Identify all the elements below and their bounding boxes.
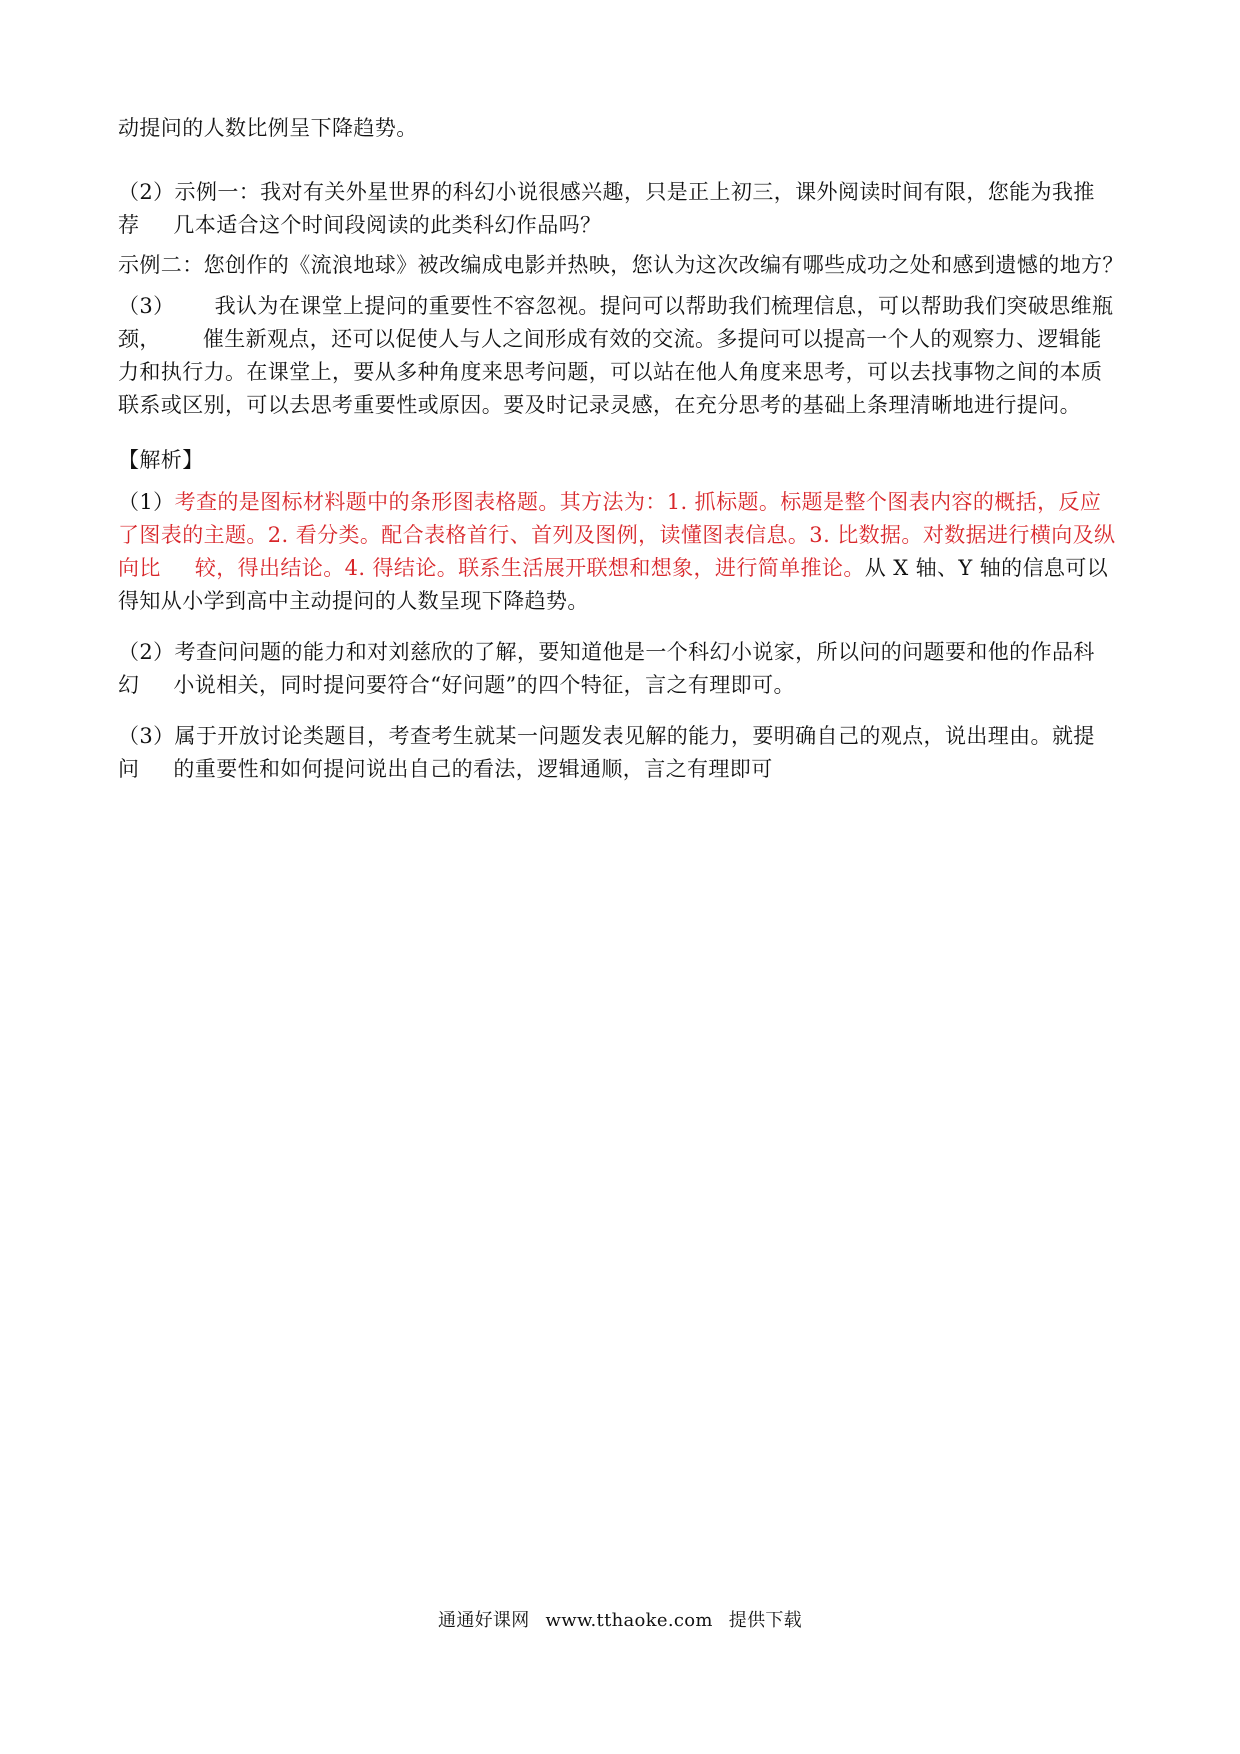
answer2-example2 — [118, 249, 1130, 282]
text-fragment: 荐 — [118, 213, 140, 237]
text-line — [118, 290, 1130, 323]
text-line — [118, 209, 1130, 242]
text-line: 力和执行力。在课堂上，要从多种角度来思考问题，可以站在他人角度来思考，可以去找事物之间的本质 — [118, 360, 1103, 384]
text-fragment: 颈， — [118, 327, 161, 351]
highlight-text: 向比 — [118, 556, 161, 580]
text-fragment: 我认为在课堂上提问的重要性不容忽视。提问可以帮助我们梳理信息，可以帮助我们突破思维瓶 — [214, 294, 1114, 318]
text-line — [118, 323, 1130, 356]
text-fragment: 的重要性和如何提问说出自己的看法，逻辑通顺，言之有理即可 — [173, 757, 773, 781]
footer-note: 提供下载 — [728, 1610, 802, 1631]
highlight-text: 考查的是图标材料题中的条形图表格题。其方法为：1. 抓标题。标题是整个图表内容的概括，反应 — [174, 490, 1102, 514]
text-fragment: 幻 — [118, 673, 140, 697]
footer-site-name: 通通好课网 — [438, 1610, 530, 1631]
heading-text: 【解析】 — [118, 448, 204, 472]
text-fragment: 小说相关，同时提问要符合“好问题”的四个特征，言之有理即可。 — [173, 673, 795, 697]
page-footer — [0, 1606, 1240, 1632]
text-line — [118, 669, 1130, 702]
text-line — [118, 486, 1130, 519]
text-line: 动提问的人数比例呈下降趋势。 — [118, 116, 418, 140]
analysis3 — [118, 720, 1130, 786]
text-fragment: （3） — [118, 294, 175, 318]
text-line — [118, 552, 1130, 585]
text-line — [118, 753, 1130, 786]
text-fragment: 催生新观点，还可以促使人与人之间形成有效的交流。多提问可以提高一个人的观察力、逻辑能 — [202, 327, 1102, 351]
analysis1 — [118, 486, 1130, 618]
text-line: 示例二：您创作的《流浪地球》被改编成电影并热映，您认为这次改编有哪些成功之处和感到遗憾的地方？ — [118, 253, 1124, 277]
text-fragment: 几本适合这个时间段阅读的此类科幻作品吗？ — [173, 213, 602, 237]
analysis-heading — [118, 444, 1130, 477]
highlight-text: 较，得出结论。4. 得结论。联系生活展开联想和想象，进行简单推论。 — [194, 556, 865, 580]
footer-url-link[interactable]: www.tthaoke.com — [545, 1610, 713, 1631]
answer3 — [118, 290, 1130, 422]
analysis2 — [118, 636, 1130, 702]
text-line: （3）属于开放讨论类题目，考查考生就某一问题发表见解的能力，要明确自己的观点，说出理由。就提 — [118, 724, 1095, 748]
answer2-example1 — [118, 176, 1130, 242]
answer1-continuation — [118, 112, 1130, 145]
text-fragment: 问 — [118, 757, 140, 781]
text-fragment: 从 X 轴、Y 轴的信息可以 — [864, 556, 1109, 580]
text-line: 得知从小学到高中主动提问的人数呈现下降趋势。 — [118, 589, 589, 613]
text-line: （2）示例一：我对有关外星世界的科幻小说很感兴趣，只是正上初三，课外阅读时间有限，您能为我推 — [118, 180, 1095, 204]
highlight-line: 了图表的主题。2. 看分类。配合表格首行、首列及图例，读懂图表信息。3. 比数据。对数据进行横向及纵 — [118, 523, 1116, 547]
text-line: 联系或区别，可以去思考重要性或原因。要及时记录灵感，在充分思考的基础上条理清晰地进行提问。 — [118, 393, 1081, 417]
text-fragment: （1） — [118, 490, 175, 514]
text-line: （2）考查问问题的能力和对刘慈欣的了解，要知道他是一个科幻小说家，所以问的问题要和他的作品科 — [118, 640, 1095, 664]
